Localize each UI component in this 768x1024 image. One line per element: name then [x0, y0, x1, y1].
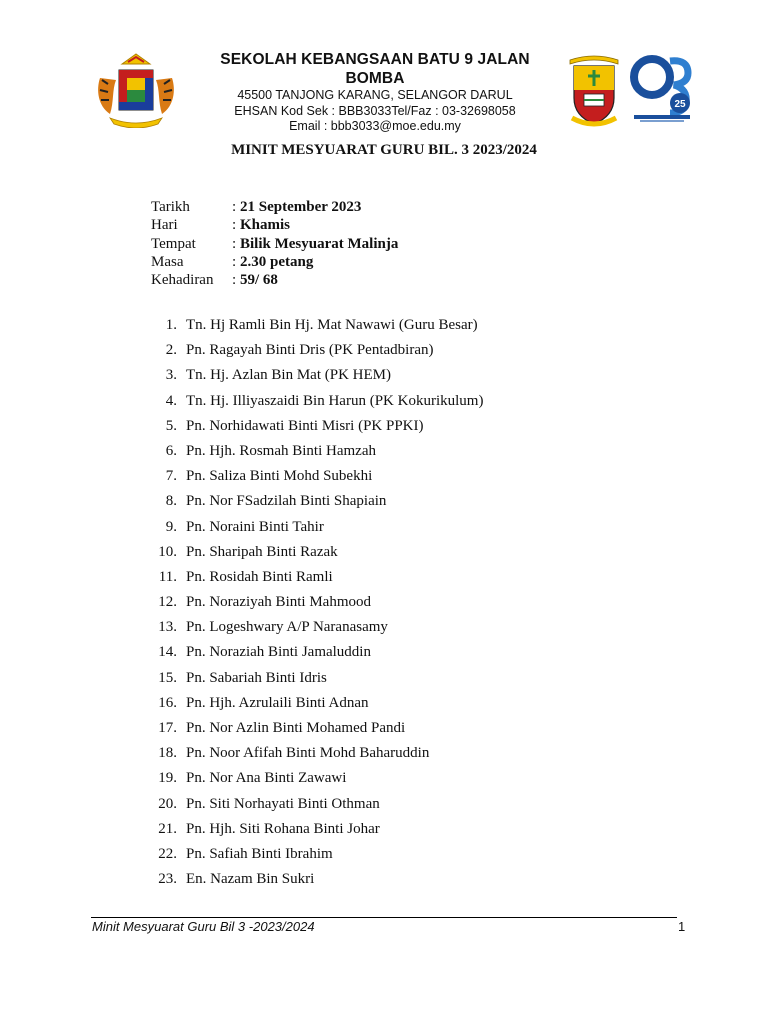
meta-key: Kehadiran	[151, 272, 214, 289]
attendee-name: Pn. Noraziah Binti Jamaluddin	[186, 644, 371, 661]
attendee-name: Pn. Hjh. Rosmah Binti Hamzah	[186, 442, 376, 459]
meta-colon: :	[232, 235, 237, 252]
meta-colon: :	[232, 217, 237, 234]
page-number: 1	[678, 919, 686, 934]
footer-divider	[91, 917, 677, 918]
meta-value: 2.30 petang	[240, 253, 314, 270]
meta-value: 59/ 68	[240, 272, 278, 289]
meta-row-kehadiran	[151, 271, 398, 289]
list-item	[151, 641, 483, 666]
attendee-name: Pn. Ragayah Binti Dris (PK Pentadbiran)	[186, 342, 434, 359]
malaysia-coat-of-arms-icon	[92, 50, 180, 128]
list-number: 23.	[158, 871, 177, 888]
attendee-name: Pn. Logeshwary A/P Naranasamy	[186, 619, 388, 636]
meeting-details	[151, 198, 398, 289]
meta-value: Bilik Mesyuarat Malinja	[240, 235, 399, 252]
list-item	[151, 667, 483, 692]
list-item	[151, 415, 483, 440]
list-item	[151, 692, 483, 717]
list-item	[151, 591, 483, 616]
attendee-name: Pn. Rosidah Binti Ramli	[186, 568, 333, 585]
attendee-name: Pn. Hjh. Siti Rohana Binti Johar	[186, 820, 380, 837]
list-item	[151, 541, 483, 566]
list-number: 22.	[158, 845, 177, 862]
attendee-name: Tn. Hj Ramli Bin Hj. Mat Nawawi (Guru Besar)	[186, 317, 478, 333]
list-item	[151, 364, 483, 389]
list-number: 3.	[165, 367, 177, 384]
list-item	[151, 742, 483, 767]
attendee-name: Pn. Noor Afifah Binti Mohd Baharuddin	[186, 745, 430, 762]
school-address-line-2: EHSAN Kod Sek : BBB3033Tel/Faz : 03-32698058	[234, 103, 516, 118]
list-item	[151, 516, 483, 541]
list-item	[151, 566, 483, 591]
list-item	[151, 767, 483, 792]
list-item	[151, 314, 483, 339]
list-number: 11.	[158, 568, 177, 585]
attendee-name: Tn. Hj. Azlan Bin Mat (PK HEM)	[186, 367, 391, 384]
list-number: 9.	[165, 518, 177, 535]
list-item	[151, 843, 483, 868]
list-number: 7.	[165, 468, 177, 485]
attendee-name: Pn. Nor Azlin Binti Mohamed Pandi	[186, 720, 406, 736]
list-item	[151, 868, 483, 893]
school-address-line-1: 45500 TANJONG KARANG, SELANGOR DARUL	[237, 88, 513, 102]
attendee-name: Tn. Hj. Illiyaszaidi Bin Harun (PK Kokurikulum)	[186, 392, 484, 409]
attendee-name: Pn. Noraziyah Binti Mahmood	[186, 594, 371, 611]
list-number: 20.	[158, 795, 177, 812]
list-number: 16.	[158, 694, 177, 711]
list-number: 2.	[165, 342, 177, 359]
list-item	[151, 339, 483, 364]
letterhead	[190, 50, 560, 135]
list-number: 5.	[165, 417, 177, 434]
attendee-name: Pn. Noraini Binti Tahir	[186, 518, 324, 535]
list-number: 14.	[158, 644, 177, 661]
meta-row-masa	[151, 253, 398, 271]
list-item	[151, 616, 483, 641]
attendee-name: Pn. Nor FSadzilah Binti Shapiain	[186, 493, 387, 510]
attendee-name: Pn. Nor Ana Binti Zawawi	[186, 770, 347, 787]
list-number: 10.	[158, 543, 177, 560]
list-number: 17.	[158, 720, 177, 736]
meta-key: Tarikh	[151, 199, 190, 215]
list-number: 4.	[165, 392, 177, 409]
attendee-name: Pn. Safiah Binti Ibrahim	[186, 845, 333, 862]
list-number: 21.	[158, 820, 177, 837]
meta-row-hari	[151, 216, 398, 234]
list-item	[151, 440, 483, 465]
meta-value: Khamis	[240, 217, 291, 234]
attendee-name: Pn. Hjh. Azrulaili Binti Adnan	[186, 694, 369, 711]
list-number: 6.	[165, 442, 177, 459]
attendee-name: Pn. Sabariah Binti Idris	[186, 669, 327, 686]
list-item	[151, 818, 483, 843]
list-number: 18.	[158, 745, 177, 762]
list-number: 15.	[158, 669, 177, 686]
document-title: MINIT MESYUARAT GURU BIL. 3 2023/2024	[231, 142, 537, 158]
meta-value: 21 September 2023	[240, 199, 362, 215]
school-badge-icon	[566, 50, 622, 128]
school-name: SEKOLAH KEBANGSAAN BATU 9 JALAN BOMBA	[220, 51, 530, 87]
school-email: Email : bbb3033@moe.edu.my	[289, 119, 461, 133]
list-number: 8.	[165, 493, 177, 510]
meta-colon: :	[232, 253, 237, 270]
list-item	[151, 717, 483, 742]
attendee-name: Pn. Saliza Binti Mohd Subekhi	[186, 468, 373, 485]
list-item	[151, 390, 483, 415]
footer-title: Minit Mesyuarat Guru Bil 3 -2023/2024	[92, 919, 315, 934]
attendee-list	[151, 314, 483, 893]
meta-colon: :	[232, 272, 237, 289]
meta-row-tempat	[151, 235, 398, 253]
svg-text:25: 25	[674, 99, 686, 110]
meta-colon: :	[232, 199, 237, 215]
list-number: 1.	[165, 317, 177, 333]
list-number: 12.	[158, 594, 177, 611]
attendee-name: Pn. Sharipah Binti Razak	[186, 543, 338, 560]
attendee-name: Pn. Norhidawati Binti Misri (PK PPKI)	[186, 417, 424, 434]
list-item	[151, 465, 483, 490]
meta-key: Masa	[151, 253, 184, 270]
attendee-name: En. Nazam Bin Sukri	[186, 871, 315, 888]
list-number: 19.	[158, 770, 177, 787]
list-number: 13.	[158, 619, 177, 636]
list-item	[151, 793, 483, 818]
anniversary-logo-icon	[630, 47, 694, 125]
meta-key: Tempat	[151, 235, 196, 252]
meta-row-tarikh	[151, 198, 398, 216]
list-item	[151, 490, 483, 515]
attendee-name: Pn. Siti Norhayati Binti Othman	[186, 795, 380, 812]
meta-key: Hari	[151, 217, 178, 234]
